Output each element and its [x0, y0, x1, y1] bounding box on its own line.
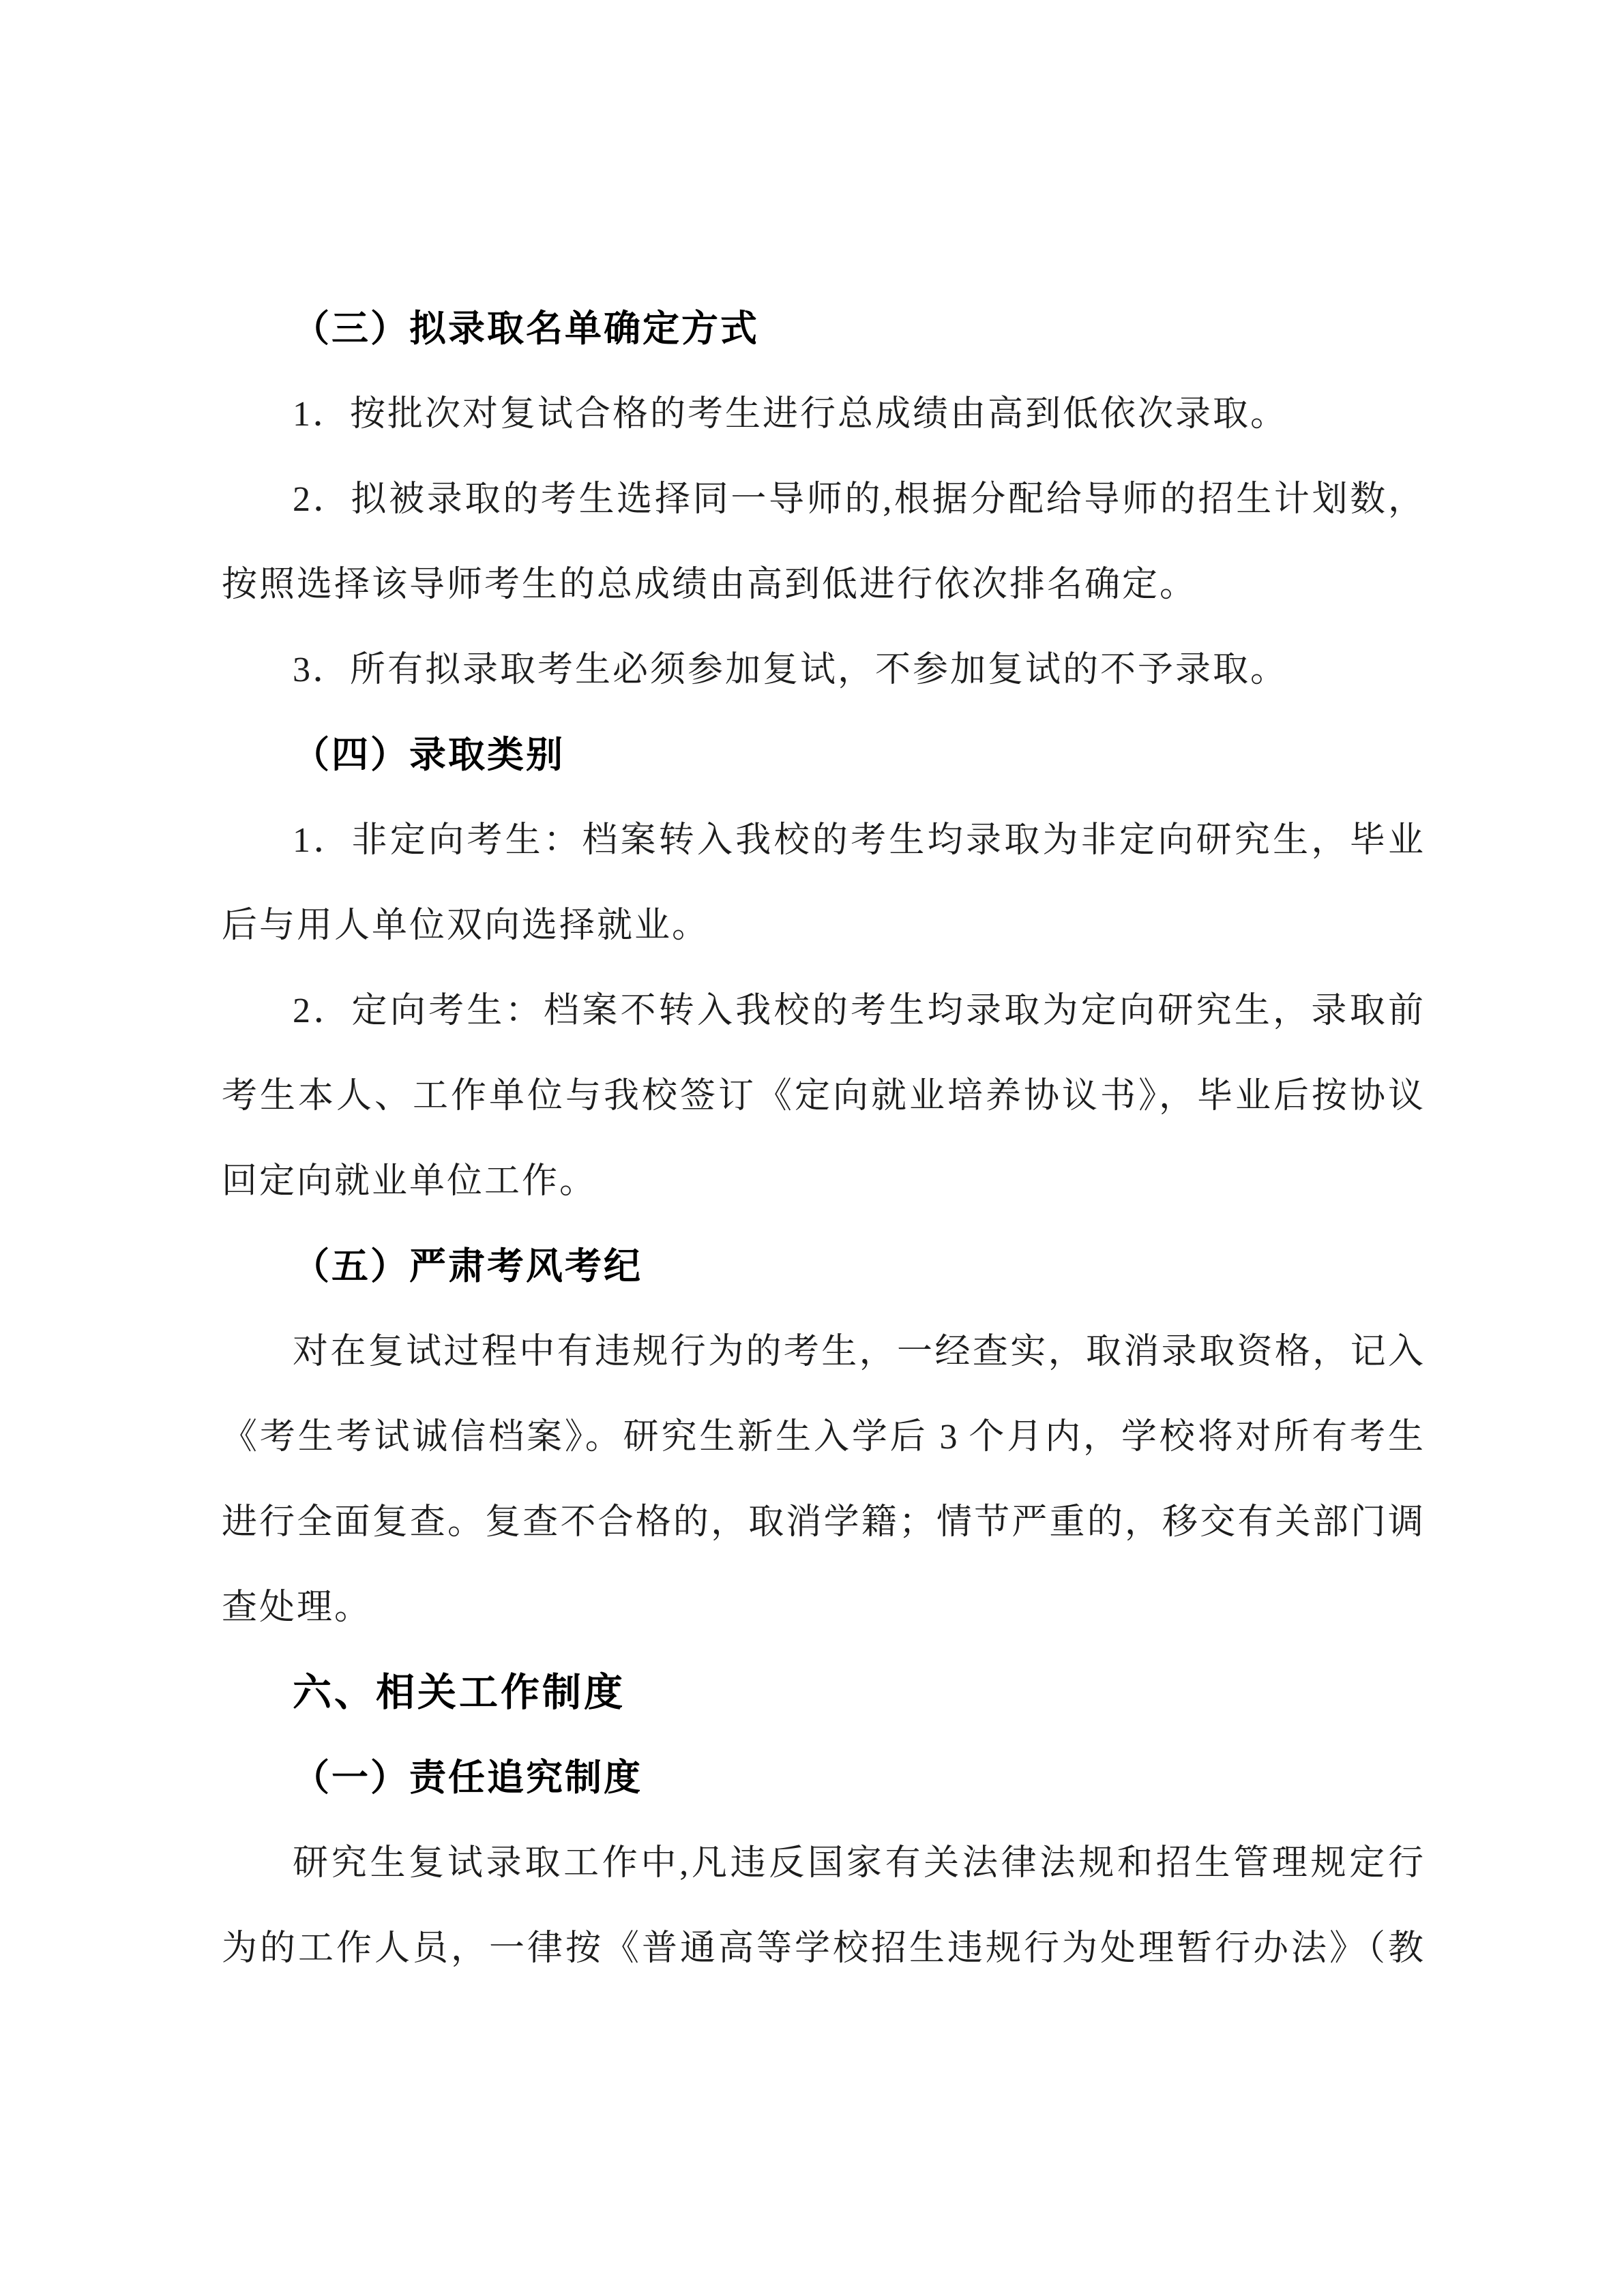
paragraph-line: 2．定向考生：档案不转入我校的考生均录取为定向研究生，录取前 [293, 992, 1423, 1030]
paragraph-line: 研究生复试录取工作中,凡违反国家有关法律法规和招生管理规定行 [293, 1844, 1423, 1883]
paragraph-line: 对在复试过程中有违规行为的考生，一经查实，取消录取资格，记入 [293, 1332, 1423, 1371]
paragraph-line: 为的工作人员，一律按《普通高等学校招生违规行为处理暂行办法》（教 [222, 1929, 1423, 1968]
section-subheading: （五）严肃考风考纪 [293, 1246, 643, 1287]
paragraph-line: 进行全面复查。复查不合格的，取消学籍；情节严重的，移交有关部门调 [222, 1503, 1423, 1542]
section-subheading: （四）录取类别 [293, 734, 565, 775]
paragraph-line: 后与用人单位双向选择就业。 [222, 906, 710, 945]
paragraph-line: 考生本人、工作单位与我校签订《定向就业培养协议书》，毕业后按协议 [222, 1077, 1423, 1116]
paragraph-line: 2．拟被录取的考生选择同一导师的,根据分配给导师的招生计划数， [293, 480, 1423, 519]
chapter-heading: 六、相关工作制度 [293, 1671, 625, 1714]
paragraph-line: 查处理。 [222, 1588, 372, 1627]
paragraph-line: 1．按批次对复试合格的考生进行总成绩由高到低依次录取。 [293, 395, 1288, 434]
paragraph-line: 3．所有拟录取考生必须参加复试，不参加复试的不予录取。 [293, 651, 1288, 689]
section-subheading: （一）责任追究制度 [293, 1757, 643, 1798]
paragraph-line: 按照选择该导师考生的总成绩由高到低进行依次排名确定。 [222, 565, 1198, 604]
document-content [222, 286, 1423, 1991]
paragraph-line: 回定向就业单位工作。 [222, 1162, 597, 1201]
paragraph-line: 1．非定向考生：档案转入我校的考生均录取为非定向研究生，毕业 [293, 821, 1423, 860]
paragraph-line: 《考生考试诚信档案》。研究生新生入学后 3 个月内，学校将对所有考生 [222, 1418, 1423, 1457]
section-subheading: （三）拟录取名单确定方式 [293, 308, 759, 349]
